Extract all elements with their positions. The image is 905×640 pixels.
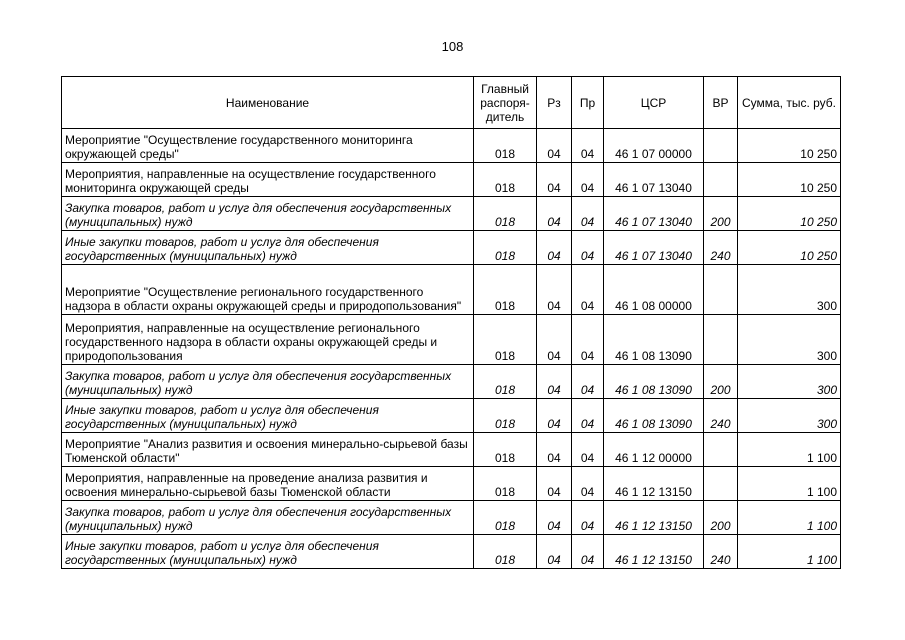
header-csr: ЦСР [604, 77, 704, 129]
table-header-row [62, 77, 841, 129]
row-vr-cell: 200 [704, 501, 738, 535]
header-pr: Пр [572, 77, 604, 129]
row-rz-cell: 04 [537, 535, 572, 569]
row-vr-cell: 240 [704, 231, 738, 265]
row-vr-cell: 240 [704, 535, 738, 569]
row-vr-cell [704, 467, 738, 501]
row-csr-cell: 46 1 08 13090 [604, 315, 704, 365]
row-pr-cell: 04 [572, 535, 604, 569]
row-csr-cell: 46 1 07 13040 [604, 197, 704, 231]
row-csr-cell: 46 1 07 00000 [604, 129, 704, 163]
table-row [62, 265, 841, 315]
row-manager-cell: 018 [474, 535, 537, 569]
row-vr-cell: 240 [704, 399, 738, 433]
row-pr-cell: 04 [572, 197, 604, 231]
row-manager-cell: 018 [474, 197, 537, 231]
row-rz-cell: 04 [537, 163, 572, 197]
row-manager-cell: 018 [474, 315, 537, 365]
table-row [62, 163, 841, 197]
row-name-cell: Мероприятие "Осуществление государственного мониторинга окружающей среды" [62, 129, 474, 163]
row-vr-cell [704, 265, 738, 315]
row-pr-cell: 04 [572, 501, 604, 535]
table-row [62, 129, 841, 163]
row-manager-cell: 018 [474, 365, 537, 399]
row-pr-cell: 04 [572, 231, 604, 265]
row-pr-cell: 04 [572, 467, 604, 501]
row-csr-cell: 46 1 08 13090 [604, 399, 704, 433]
row-name-cell: Мероприятие "Осуществление регионального государственного надзора в области охраны окружающей среды и природопользования" [62, 265, 474, 315]
row-csr-cell: 46 1 12 13150 [604, 535, 704, 569]
row-name-cell: Мероприятие "Анализ развития и освоения минерально-сырьевой базы Тюменской области" [62, 433, 474, 467]
row-pr-cell: 04 [572, 433, 604, 467]
row-name-cell: Иные закупки товаров, работ и услуг для обеспечения государственных (муниципальных) нужд [62, 399, 474, 433]
row-manager-cell: 018 [474, 399, 537, 433]
row-rz-cell: 04 [537, 231, 572, 265]
row-name-cell: Мероприятия, направленные на осуществление регионального государственного надзора в области охраны окружающей среды и природопользования [62, 315, 474, 365]
table-row [62, 315, 841, 365]
row-sum-cell: 1 100 [738, 467, 841, 501]
row-manager-cell: 018 [474, 433, 537, 467]
row-rz-cell: 04 [537, 197, 572, 231]
row-csr-cell: 46 1 12 00000 [604, 433, 704, 467]
row-name-cell: Иные закупки товаров, работ и услуг для обеспечения государственных (муниципальных) нужд [62, 231, 474, 265]
row-name-cell: Закупка товаров, работ и услуг для обеспечения государственных (муниципальных) нужд [62, 197, 474, 231]
row-vr-cell: 200 [704, 197, 738, 231]
row-sum-cell: 10 250 [738, 163, 841, 197]
row-vr-cell: 200 [704, 365, 738, 399]
row-rz-cell: 04 [537, 501, 572, 535]
page-number: 108 [441, 39, 464, 54]
row-sum-cell: 10 250 [738, 231, 841, 265]
row-csr-cell: 46 1 07 13040 [604, 231, 704, 265]
row-name-cell: Иные закупки товаров, работ и услуг для обеспечения государственных (муниципальных) нужд [62, 535, 474, 569]
row-manager-cell: 018 [474, 231, 537, 265]
row-pr-cell: 04 [572, 399, 604, 433]
row-rz-cell: 04 [537, 315, 572, 365]
row-rz-cell: 04 [537, 129, 572, 163]
table-row [62, 433, 841, 467]
row-manager-cell: 018 [474, 501, 537, 535]
row-name-cell: Мероприятия, направленные на осуществление государственного мониторинга окружающей среды [62, 163, 474, 197]
row-pr-cell: 04 [572, 265, 604, 315]
row-manager-cell: 018 [474, 163, 537, 197]
row-sum-cell: 300 [738, 365, 841, 399]
table-row [62, 467, 841, 501]
table-row [62, 501, 841, 535]
header-rz: Рз [537, 77, 572, 129]
row-sum-cell: 10 250 [738, 129, 841, 163]
row-pr-cell: 04 [572, 315, 604, 365]
header-sum: Сумма, тыс. руб. [738, 77, 841, 129]
row-pr-cell: 04 [572, 129, 604, 163]
row-sum-cell: 300 [738, 315, 841, 365]
table-row [62, 399, 841, 433]
row-csr-cell: 46 1 07 13040 [604, 163, 704, 197]
row-manager-cell: 018 [474, 265, 537, 315]
row-name-cell: Закупка товаров, работ и услуг для обеспечения государственных (муниципальных) нужд [62, 365, 474, 399]
row-vr-cell [704, 129, 738, 163]
row-rz-cell: 04 [537, 265, 572, 315]
row-vr-cell [704, 315, 738, 365]
row-rz-cell: 04 [537, 365, 572, 399]
table-row [62, 197, 841, 231]
table-row [62, 365, 841, 399]
row-vr-cell [704, 163, 738, 197]
row-csr-cell: 46 1 12 13150 [604, 501, 704, 535]
table-row [62, 231, 841, 265]
row-rz-cell: 04 [537, 399, 572, 433]
row-manager-cell: 018 [474, 467, 537, 501]
table-row [62, 535, 841, 569]
row-sum-cell: 10 250 [738, 197, 841, 231]
row-manager-cell: 018 [474, 129, 537, 163]
row-rz-cell: 04 [537, 467, 572, 501]
row-csr-cell: 46 1 08 00000 [604, 265, 704, 315]
row-rz-cell: 04 [537, 433, 572, 467]
row-csr-cell: 46 1 08 13090 [604, 365, 704, 399]
row-sum-cell: 1 100 [738, 535, 841, 569]
row-name-cell: Закупка товаров, работ и услуг для обеспечения государственных (муниципальных) нужд [62, 501, 474, 535]
header-vr: ВР [704, 77, 738, 129]
row-sum-cell: 300 [738, 265, 841, 315]
budget-table [61, 76, 841, 569]
row-sum-cell: 1 100 [738, 433, 841, 467]
header-manager: Главный распоря-дитель [474, 77, 537, 129]
row-vr-cell [704, 433, 738, 467]
row-sum-cell: 300 [738, 399, 841, 433]
header-name: Наименование [62, 77, 474, 129]
row-csr-cell: 46 1 12 13150 [604, 467, 704, 501]
row-pr-cell: 04 [572, 163, 604, 197]
row-pr-cell: 04 [572, 365, 604, 399]
row-name-cell: Мероприятия, направленные на проведение анализа развития и освоения минерально-сырьевой базы Тюменской области [62, 467, 474, 501]
row-sum-cell: 1 100 [738, 501, 841, 535]
